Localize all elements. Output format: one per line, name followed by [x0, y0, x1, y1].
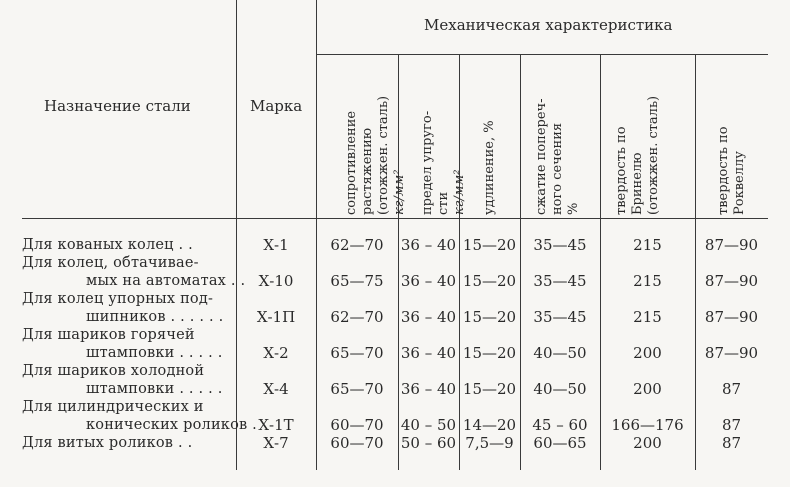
- cell-tensile: 62—70: [330, 236, 384, 254]
- cell-tensile: 65—70: [330, 344, 384, 362]
- cell-reduct: 40—50: [533, 380, 587, 398]
- row-name: [22, 434, 192, 452]
- cell-grade: Х-1П: [256, 308, 296, 326]
- cell-reduct: 40—50: [533, 344, 587, 362]
- cell-tensile: 60—70: [330, 434, 384, 452]
- row-name-line2: штамповки . . . . .: [86, 345, 223, 361]
- row-name: [22, 254, 245, 290]
- row-name-line1: Для кованых колец . .: [22, 237, 193, 253]
- cell-tensile: 60—70: [330, 416, 384, 434]
- cell-rockwell: 87: [721, 434, 742, 452]
- row-name: [22, 236, 193, 254]
- cell-tensile: 65—70: [330, 380, 384, 398]
- header-grade: Марка: [250, 97, 303, 115]
- cell-yield: 36 – 40: [400, 380, 457, 398]
- cell-brinell: 200: [633, 380, 662, 398]
- cell-reduct: 35—45: [533, 236, 587, 254]
- header-rockwell: твердость по Роквеллу: [716, 126, 747, 215]
- cell-brinell: 200: [633, 434, 662, 452]
- header-tensile-text: сопротивление растяжению (отожжен. сталь): [344, 95, 391, 215]
- cell-grade: Х-4: [263, 380, 289, 398]
- cell-rockwell: 87: [721, 416, 742, 434]
- cell-yield: 36 – 40: [400, 344, 457, 362]
- row-name: [22, 290, 223, 326]
- cell-reduct: 60—65: [533, 434, 587, 452]
- cell-rockwell: 87—90: [704, 308, 759, 326]
- cell-reduct: 35—45: [533, 272, 587, 290]
- cell-grade: Х-10: [258, 272, 294, 290]
- header-yield-unit: кг/мм²: [452, 169, 467, 215]
- row-name-line2: конических роликов .: [86, 417, 257, 433]
- mechanical-underline: [316, 54, 768, 55]
- row-name-line2: мых на автоматах . .: [86, 273, 246, 289]
- cell-yield: 36 – 40: [400, 236, 457, 254]
- col-divider-grade: [316, 0, 317, 470]
- cell-grade: Х-7: [263, 434, 289, 452]
- header-yield-text: предел упруго- сти: [420, 110, 451, 215]
- cell-brinell: 215: [633, 272, 662, 290]
- row-name-line1: Для колец, обтачивае-: [22, 255, 199, 271]
- cell-brinell: 215: [633, 308, 662, 326]
- cell-yield: 50 – 60: [400, 434, 457, 452]
- cell-rockwell: 87: [721, 380, 742, 398]
- cell-brinell: 166—176: [611, 416, 684, 434]
- header-elongation: удлинение, %: [482, 120, 497, 215]
- row-name: [22, 398, 257, 434]
- row-name-line1: Для шариков холодной: [22, 363, 205, 379]
- header-brinell: твердость по Бринелю (отожжен. сталь): [614, 95, 661, 215]
- header-tensile: [328, 65, 408, 215]
- cell-rockwell: 87—90: [704, 344, 759, 362]
- row-name: [22, 362, 223, 398]
- cell-reduct: 35—45: [533, 308, 587, 326]
- cell-grade: Х-2: [263, 344, 289, 362]
- cell-grade: Х-1Т: [258, 416, 294, 434]
- header-bottom-rule: [22, 218, 768, 219]
- row-name-line1: Для витых роликов . .: [22, 435, 193, 451]
- header-purpose: Назначение стали: [44, 97, 191, 115]
- col-divider-brinell: [695, 55, 696, 470]
- row-name: [22, 326, 223, 362]
- cell-tensile: 62—70: [330, 308, 384, 326]
- cell-brinell: 200: [633, 344, 662, 362]
- cell-elong: 15—20: [462, 380, 517, 398]
- header-yield: [404, 65, 468, 215]
- col-divider-reduct: [600, 55, 601, 470]
- row-name-line2: шипников . . . . . .: [86, 309, 224, 325]
- cell-elong: 7,5—9: [465, 434, 514, 452]
- header-mechanical: Механическая характеристика: [424, 16, 673, 34]
- col-divider-elong: [520, 55, 521, 470]
- cell-reduct: 45 – 60: [532, 416, 588, 434]
- cell-rockwell: 87—90: [704, 272, 759, 290]
- cell-grade: Х-1: [263, 236, 289, 254]
- cell-yield: 40 – 50: [400, 416, 457, 434]
- cell-elong: 15—20: [462, 344, 517, 362]
- row-name-line1: Для шариков горячей: [22, 327, 195, 343]
- row-name-line1: Для колец упорных под-: [22, 291, 214, 307]
- row-name-line2: штамповки . . . . .: [86, 381, 223, 397]
- header-tensile-unit: кг/мм²: [392, 169, 407, 215]
- cell-elong: 15—20: [462, 272, 517, 290]
- cell-brinell: 215: [633, 236, 662, 254]
- cell-elong: 15—20: [462, 236, 517, 254]
- cell-tensile: 65—75: [330, 272, 384, 290]
- row-name-line1: Для цилиндрических и: [22, 399, 204, 415]
- cell-elong: 14—20: [462, 416, 517, 434]
- cell-elong: 15—20: [462, 308, 517, 326]
- cell-yield: 36 – 40: [400, 272, 457, 290]
- cell-rockwell: 87—90: [704, 236, 759, 254]
- cell-yield: 36 – 40: [400, 308, 457, 326]
- header-reduction: сжатие попереч- ного сечения %: [534, 98, 581, 215]
